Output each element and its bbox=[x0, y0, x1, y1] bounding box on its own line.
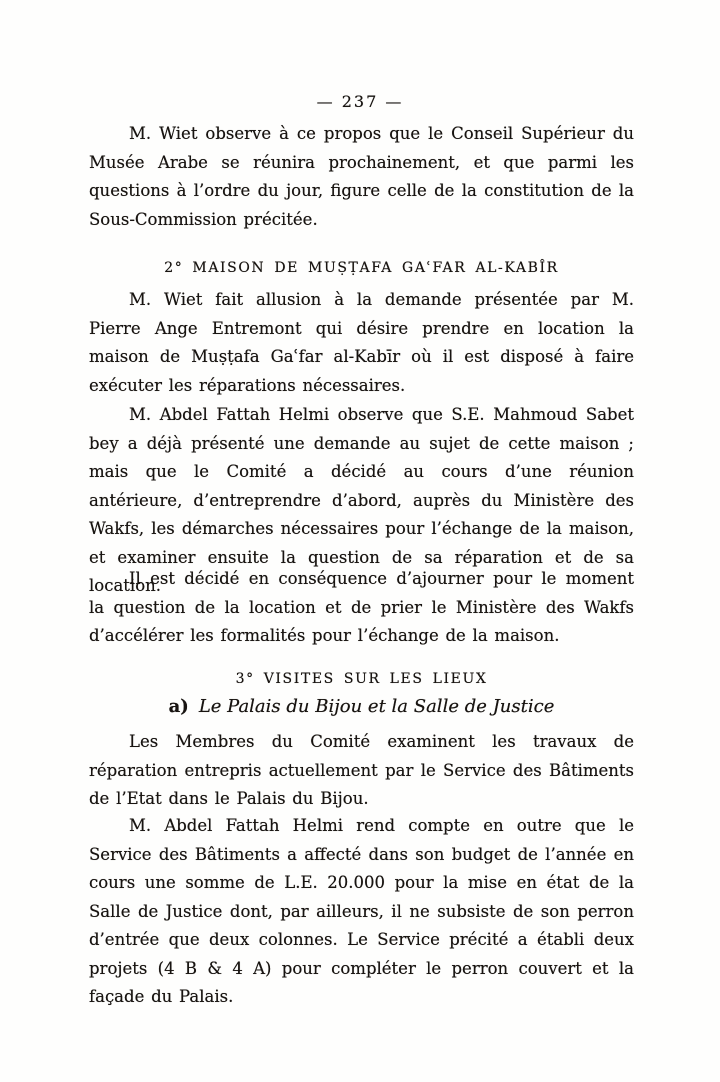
subheading-item-letter: a) bbox=[168, 696, 189, 717]
paragraph: M. Wiet observe à ce propos que le Conseil Supérieur du Musée Arabe se réunira prochainement, et que parmi les questions à l’ordre du jour, figure celle de la constitution de la Sous-Commission précitée. bbox=[89, 124, 634, 229]
paragraph: Il est décidé en conséquence d’ajourner pour le moment la question de la location et de prier le Ministère des Wakfs d’accélérer les formalités pour l’échange de la maison. bbox=[89, 569, 634, 645]
paragraph: Les Membres du Comité examinent les travaux de réparation entrepris actuellement par le Service des Bâtiments de l’Etat dans le Palais du Bijou. bbox=[89, 732, 634, 808]
paragraph: M. Abdel Fattah Helmi observe que S.E. Mahmoud Sabet bey a déjà présenté une demande au sujet de cette maison ; mais que le Comité a décidé au cours d’une réunion antérieure, d’entreprendre d’abord, auprès du Ministère des Wakfs, les démarches nécessaires pour l’échange de la maison, et examiner ensuite la question de sa réparation et de sa location. bbox=[89, 405, 634, 595]
page-number: — 237 — bbox=[316, 92, 404, 111]
paragraph: M. Wiet fait allusion à la demande présentée par M. Pierre Ange Entremont qui désire prendre en location la maison de Muṣṭafa Gaʿfar al-Kabīr où il est disposé à faire exécuter les réparations nécessaires. bbox=[89, 290, 634, 395]
paragraph: M. Abdel Fattah Helmi rend compte en outre que le Service des Bâtiments a affecté dans son budget de l’année en cours une somme de L.E. 20.000 pour la mise en état de la Salle de Justice dont, par ailleurs, il ne subsiste de son perron d’entrée que deux colonnes. Le Service précité a établi deux projets (4 B & 4 A) pour compléter le perron couvert et la façade du Palais. bbox=[89, 816, 634, 1006]
section-subheading-palais-bijou bbox=[89, 695, 634, 719]
subheading-title: Le Palais du Bijou et la Salle de Justice bbox=[198, 696, 555, 717]
section-heading-visites: 3° VISITES SUR LES LIEUX bbox=[235, 671, 488, 687]
section-heading-maison-mustafa: 2° MAISON DE MUṢṬAFA GAʿFAR AL-KABÎR bbox=[164, 260, 559, 276]
